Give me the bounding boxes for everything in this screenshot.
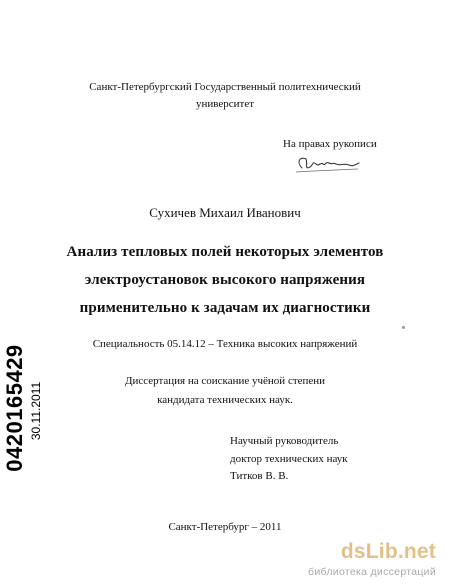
specialty-line: Специальность 05.14.12 – Техника высоких напряжений	[92, 338, 358, 350]
library-stamp-number: 0420165429	[2, 344, 27, 472]
advisor-role: Научный руководитель	[230, 435, 339, 447]
advisor-name: Титков В. В.	[230, 470, 289, 482]
institution-name-line2: университет	[195, 98, 255, 110]
author-name: Сухичев Михаил Иванович	[149, 205, 301, 220]
handwritten-signature	[292, 152, 362, 176]
thesis-title-line-1: Анализ тепловых полей некоторых элементов	[66, 244, 384, 260]
watermark-logo[interactable]: dsLib.net	[340, 540, 436, 563]
dissertation-degree-line-2: кандидата технических наук.	[157, 394, 293, 406]
advisor-degree: доктор технических наук	[230, 453, 348, 465]
watermark-subtitle: библиотека диссертаций	[308, 566, 436, 578]
thesis-title-line-3: применительно к задачам их диагностики	[79, 300, 371, 316]
institution-name-line1: Санкт-Петербургский Государственный политехнический	[89, 81, 361, 93]
scan-speck	[402, 326, 405, 329]
place-and-year: Санкт-Петербург – 2011	[168, 521, 282, 533]
dissertation-degree-line-1: Диссертация на соискание учёной степени	[124, 375, 326, 387]
rights-note: На правах рукописи	[283, 138, 377, 150]
thesis-title-line-2: электроустановок высокого напряжения	[84, 272, 366, 288]
library-stamp-date: 30.11.2011	[29, 381, 43, 441]
